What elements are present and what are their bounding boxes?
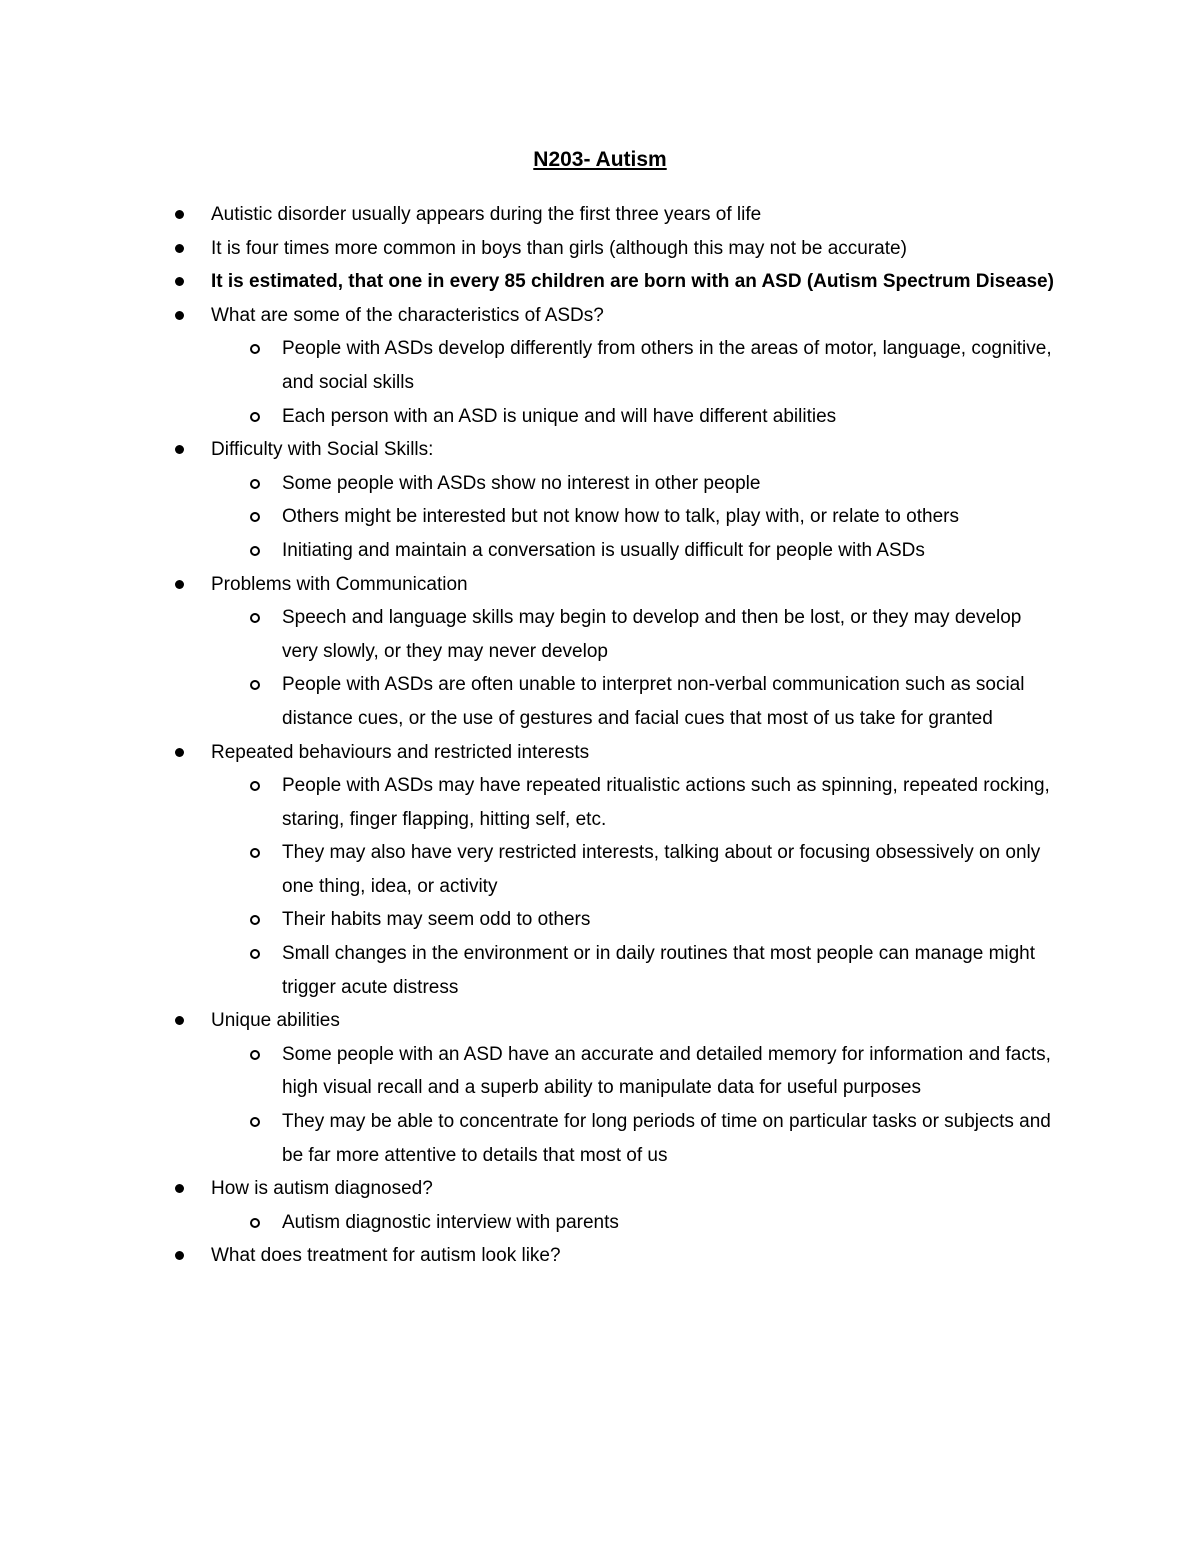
sub-bullet-item — [0, 937, 1060, 1004]
filled-bullet-icon — [175, 210, 184, 219]
bullet-item — [0, 299, 1056, 333]
bullet-text: What are some of the characteristics of ASDs? — [211, 304, 604, 326]
bullet-text: People with ASDs develop differently from others in the areas of motor, language, cognitive, and social skills — [282, 338, 1052, 393]
sub-bullet-item — [0, 1206, 1060, 1240]
sub-bullet-item — [0, 332, 1060, 399]
hollow-bullet-icon — [250, 848, 260, 858]
bullet-text: Their habits may seem odd to others — [282, 909, 591, 931]
bullet-text: Speech and language skills may begin to develop and then be lost, or they may develop very slowly, or they may never develop — [282, 607, 1022, 662]
bullet-text: It is four times more common in boys than girls (although this may not be accurate) — [211, 237, 907, 259]
bullet-text: Problems with Communication — [211, 573, 468, 595]
bullet-item — [0, 1004, 1056, 1038]
filled-bullet-icon — [175, 311, 184, 320]
page-title: N203- Autism — [533, 148, 667, 171]
sub-bullet-item — [0, 601, 1060, 668]
filled-bullet-icon — [175, 748, 184, 757]
bullet-text: Unique abilities — [211, 1010, 340, 1032]
sub-bullet-item — [0, 903, 1060, 937]
filled-bullet-icon — [175, 244, 184, 253]
bullet-text: How is autism diagnosed? — [211, 1178, 433, 1200]
hollow-bullet-icon — [250, 546, 260, 556]
hollow-bullet-icon — [250, 1050, 260, 1060]
sub-bullet-item — [0, 836, 1060, 903]
bullet-text: People with ASDs are often unable to interpret non-verbal communication such as social distance cues, or the use of gestures and facial cues that most of us take for granted — [282, 674, 1025, 729]
sub-bullet-item — [0, 400, 1060, 434]
sub-bullet-item — [0, 467, 1060, 501]
filled-bullet-icon — [175, 1184, 184, 1193]
bullet-text: Autism diagnostic interview with parents — [282, 1211, 619, 1233]
bullet-text: Difficulty with Social Skills: — [211, 439, 434, 461]
bullet-text: Autistic disorder usually appears during the first three years of life — [211, 204, 762, 225]
hollow-bullet-icon — [250, 1218, 260, 1228]
bullet-text: Others might be interested but not know how to talk, play with, or relate to others — [282, 506, 959, 528]
sub-bullet-item — [0, 534, 1060, 568]
bullet-text: It is estimated, that one in every 85 children are born with an ASD (Autism Spectrum Disease) — [211, 271, 1054, 293]
outline-list — [0, 198, 1200, 1273]
bullet-item — [0, 568, 1056, 602]
bullet-item — [0, 433, 1056, 467]
hollow-bullet-icon — [250, 613, 260, 623]
bullet-item — [0, 1172, 1056, 1206]
bullet-item — [0, 232, 1056, 266]
bullet-text: Repeated behaviours and restricted interests — [211, 741, 590, 763]
hollow-bullet-icon — [250, 915, 260, 925]
hollow-bullet-icon — [250, 680, 260, 690]
bullet-text: Initiating and maintain a conversation is usually difficult for people with ASDs — [282, 539, 925, 561]
bullet-text: Each person with an ASD is unique and will have different abilities — [282, 405, 837, 427]
bullet-text: They may also have very restricted interests, talking about or focusing obsessively on only one thing, idea, or activity — [282, 842, 1041, 897]
sub-bullet-item — [0, 1105, 1060, 1172]
bullet-item — [0, 736, 1056, 770]
filled-bullet-icon — [175, 580, 184, 589]
bullet-item — [0, 198, 1056, 232]
bullet-text: They may be able to concentrate for long periods of time on particular tasks or subjects and be far more attentive to details that most of us — [282, 1111, 1051, 1166]
hollow-bullet-icon — [250, 949, 260, 959]
sub-bullet-item — [0, 500, 1060, 534]
bullet-text: People with ASDs may have repeated ritualistic actions such as spinning, repeated rocking, staring, finger flapping, hitting self, etc. — [282, 775, 1050, 830]
hollow-bullet-icon — [250, 479, 260, 489]
bullet-item — [0, 265, 1056, 299]
hollow-bullet-icon — [250, 344, 260, 354]
filled-bullet-icon — [175, 1016, 184, 1025]
bullet-text: Small changes in the environment or in daily routines that most people can manage might trigger acute distress — [282, 943, 1036, 998]
bullet-text: Some people with ASDs show no interest in other people — [282, 472, 761, 494]
hollow-bullet-icon — [250, 512, 260, 522]
sub-bullet-item — [0, 1038, 1060, 1105]
hollow-bullet-icon — [250, 412, 260, 422]
sub-bullet-item — [0, 769, 1060, 836]
bullet-item — [0, 1239, 1056, 1273]
hollow-bullet-icon — [250, 781, 260, 791]
sub-bullet-item — [0, 668, 1060, 735]
filled-bullet-icon — [175, 277, 184, 286]
filled-bullet-icon — [175, 445, 184, 454]
filled-bullet-icon — [175, 1251, 184, 1260]
bullet-text: What does treatment for autism look like? — [211, 1245, 561, 1267]
bullet-text: Some people with an ASD have an accurate and detailed memory for information and facts, high visual recall and a superb ability to manipulate data for useful purposes — [282, 1043, 1051, 1099]
hollow-bullet-icon — [250, 1117, 260, 1127]
